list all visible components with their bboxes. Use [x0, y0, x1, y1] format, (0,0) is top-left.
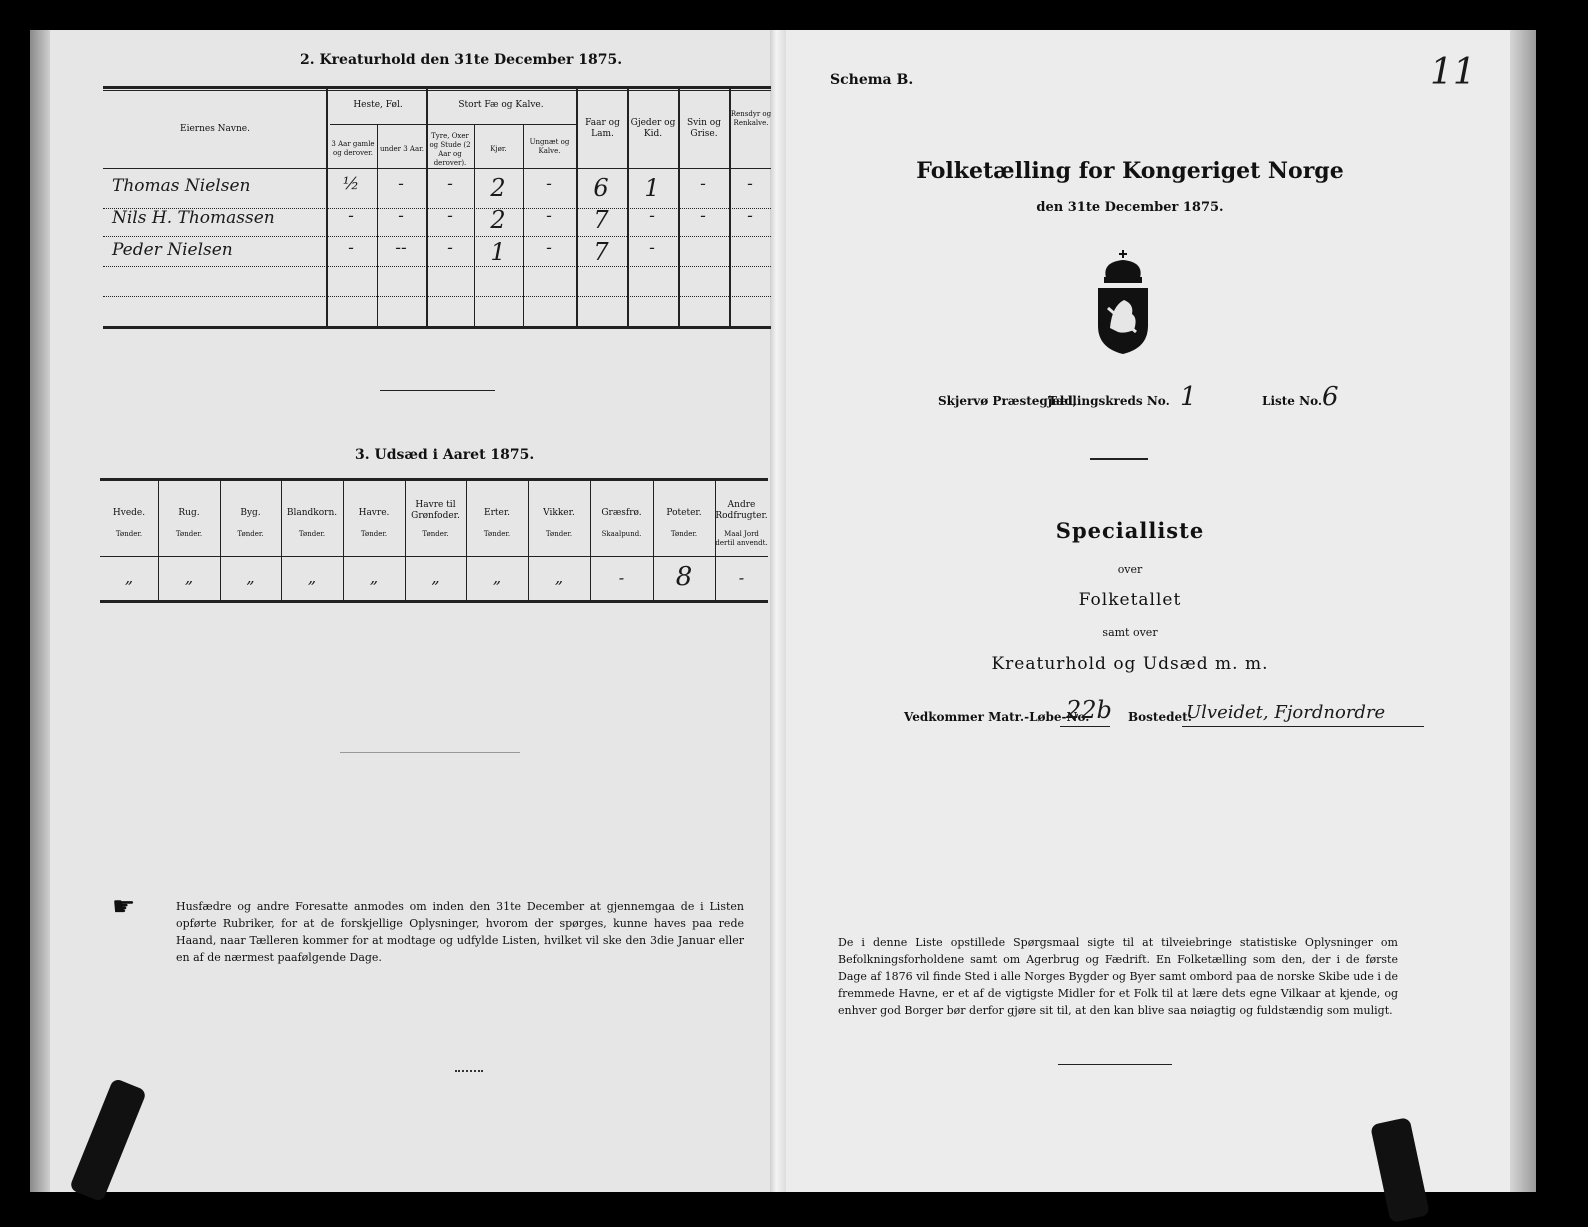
livestock-cell: -	[649, 238, 655, 258]
livestock-cell: 6	[593, 174, 609, 202]
livestock-cell: -	[447, 174, 453, 194]
sub-header-kjor: Kjør.	[490, 145, 507, 153]
seed-col-unit: Tønder.	[422, 530, 449, 538]
seed-col-unit: Skaalpund.	[601, 530, 642, 538]
livestock-cell: -	[398, 174, 404, 194]
livestock-cell: -	[348, 238, 354, 258]
seed-col-unit: Tønder.	[115, 530, 143, 538]
stort-fae-header: Stort Fæ og Kalve.	[458, 100, 544, 110]
row-divider	[103, 296, 771, 297]
section3-title: 3. Udsæd i Aaret 1875.	[355, 447, 535, 463]
sub-header-ungnaet: Ungnæt og Kalve.	[529, 138, 570, 155]
faint-divider	[340, 752, 520, 753]
footer-divider	[1058, 1064, 1172, 1065]
notice-text: Husfædre og andre Foresatte anmodes om inden den 31te December at gjennemgaa de i Listen opførte Rubriker, for at de forskjellige Oplysninger, hvorom der spørges, kunne haves paa rede Haand, naar Tælleren kommer for at modtage og udfylde Listen, hvilket vil ske den 3die Januar eller en af de nærmest paafølgende Dage.	[176, 900, 744, 964]
seed-value: 8	[675, 562, 693, 592]
livestock-cell: --	[395, 238, 407, 258]
seed-value: -	[618, 568, 625, 587]
seed-col-unit: Tønder.	[670, 530, 698, 538]
owner-name: Nils H. Thomassen	[112, 208, 275, 228]
seed-value: „	[307, 568, 317, 587]
seed-col-header: Erter.	[484, 508, 510, 518]
matr-underline	[1060, 726, 1110, 727]
bosted-underline	[1182, 726, 1424, 727]
matr-label: Vedkommer Matr.-Løbe-No.	[904, 710, 1090, 724]
owner-name: Peder Nielsen	[112, 240, 233, 260]
table-top-rule	[103, 86, 771, 89]
seed-value: „	[246, 568, 255, 587]
livestock-cell: -	[546, 206, 552, 226]
heste-sub-rule	[330, 124, 426, 125]
livestock-cell: -	[747, 206, 753, 226]
list-value: 6	[1322, 382, 1339, 412]
livestock-cell: -	[747, 174, 753, 194]
book-spine	[770, 30, 786, 1192]
seed-col-unit: Tønder.	[483, 530, 511, 538]
livestock-cell: -	[649, 206, 655, 226]
specialliste-title: Specialliste	[1055, 518, 1205, 543]
seed-col-header: Havre.	[358, 508, 390, 518]
bosted-value: Ulveidet, Fjordnordre	[1186, 702, 1386, 723]
livestock-cell: 1	[490, 238, 506, 266]
seed-col-unit: Maal Jord dertil anvendt.	[715, 530, 768, 547]
seed-col-header: Vikker.	[543, 508, 575, 518]
livestock-cell: 7	[593, 206, 609, 234]
table-top-rule-2	[103, 90, 771, 91]
livestock-cell: -	[700, 206, 706, 226]
sub-header-under3: under 3 Aar.	[380, 145, 424, 153]
col-divider	[474, 124, 475, 328]
seed-col-header: Havre til Grønfoder.	[411, 500, 460, 521]
seed-value: „	[554, 568, 564, 587]
row-divider	[103, 236, 771, 237]
seed-value: „	[431, 568, 440, 587]
kreaturhold-text: Kreaturhold og Udsæd m. m.	[991, 654, 1269, 674]
svin-header: Svin og Grise.	[687, 118, 721, 139]
header-bottom-rule	[103, 168, 771, 169]
livestock-cell: -	[447, 206, 453, 226]
seed-value: -	[738, 568, 745, 587]
right-page-edge	[1510, 30, 1536, 1192]
district-label: Tællingskreds No.	[1048, 394, 1170, 408]
seed-table-top-rule	[100, 478, 768, 481]
livestock-cell: 1	[644, 174, 660, 202]
sub-header-3aar: 3 Aar gamle og derover.	[331, 140, 375, 157]
livestock-cell: -	[447, 238, 453, 258]
owner-col-header: Eiernes Navne.	[180, 124, 250, 134]
section-divider	[380, 390, 495, 391]
livestock-cell: -	[700, 174, 706, 194]
faar-header: Faar og Lam.	[585, 118, 620, 139]
seed-value: „	[184, 568, 194, 587]
folketallet-text: Folketallet	[1078, 590, 1182, 610]
list-label: Liste No.	[1262, 394, 1323, 408]
stort-sub-rule	[426, 124, 576, 125]
seed-header-rule	[100, 556, 768, 557]
seed-col-header: Hvede.	[112, 508, 146, 518]
livestock-cell: -	[546, 238, 552, 258]
left-page-edge	[30, 30, 50, 1192]
pointing-hand-icon: ☛	[112, 892, 136, 922]
seed-col-unit: Tønder.	[175, 530, 203, 538]
row-divider	[103, 266, 771, 267]
schema-label: Schema B.	[830, 72, 914, 88]
census-date: den 31te December 1875.	[1036, 200, 1224, 215]
short-divider	[1090, 458, 1148, 460]
seed-value: „	[369, 568, 379, 587]
livestock-cell: 7	[593, 238, 609, 266]
seed-table-bottom-rule	[100, 600, 768, 603]
livestock-cell: -	[348, 206, 354, 226]
seed-col-header: Poteter.	[666, 508, 702, 518]
seed-value: „	[124, 568, 134, 587]
livestock-cell: 2	[490, 174, 506, 202]
seed-col-header: Andre Rodfrugter.	[715, 500, 768, 521]
left-page	[30, 30, 778, 1192]
sub-header-tyre: Tyre, Oxer og Stude (2 Aar og derover).	[429, 132, 471, 167]
seed-col-unit: Tønder.	[545, 530, 573, 538]
bottom-ornament	[455, 1070, 483, 1072]
rensdyr-header: Rensdyr og Renkalve.	[730, 110, 772, 127]
owner-name: Thomas Nielsen	[112, 176, 251, 196]
section2-title: 2. Kreaturhold den 31te December 1875.	[300, 52, 623, 68]
page-number: 11	[1430, 52, 1476, 93]
footer-text: De i denne Liste opstillede Spørgsmaal sigte til at tilveiebringe statistiske Oplysninger om Befolkningsforholdene samt om Agerbrug og Fædrift. En Folketælling som den, der i de første Dage af 1876 vil finde Sted i alle Norges Bygder og Byer samt ombord paa de norske Skibe ude i de fremmede Havne, er et af de vigtigste Midler for et Folk til at lære dets egne Vilkaar at kjende, og enhver god Borger bør derfor gjøre sit til, at den kan blive saa nøiagtig og fuldstændig som muligt.	[838, 936, 1398, 1017]
parish-label: Skjervø Præstegjeld,	[938, 394, 1077, 408]
matr-value: 22b	[1066, 696, 1112, 724]
bosted-label: Bostedet:	[1128, 710, 1193, 724]
seed-col-unit: Tønder.	[298, 530, 326, 538]
seed-col-header: Græsfrø.	[601, 508, 642, 518]
table-bottom-rule	[103, 326, 771, 329]
over-text: over	[1117, 563, 1143, 576]
livestock-cell: 2	[490, 206, 506, 234]
livestock-cell: -	[398, 206, 404, 226]
census-title: Folketælling for Kongeriget Norge	[916, 158, 1344, 184]
livestock-cell: ½	[342, 174, 360, 194]
livestock-cell: -	[546, 174, 552, 194]
district-value: 1	[1180, 382, 1197, 412]
seed-col-unit: Tønder.	[360, 530, 388, 538]
seed-value: „	[492, 568, 502, 587]
seed-col-header: Byg.	[240, 508, 261, 518]
norway-coat-of-arms-icon	[1088, 248, 1158, 358]
seed-col-header: Blandkorn.	[286, 508, 338, 518]
seed-col-header: Rug.	[178, 508, 200, 518]
samt-over-text: samt over	[1102, 626, 1158, 639]
seed-col-unit: Tønder.	[237, 530, 264, 538]
heste-header: Heste, Føl.	[353, 100, 403, 110]
gjeder-header: Gjeder og Kid.	[630, 118, 676, 139]
